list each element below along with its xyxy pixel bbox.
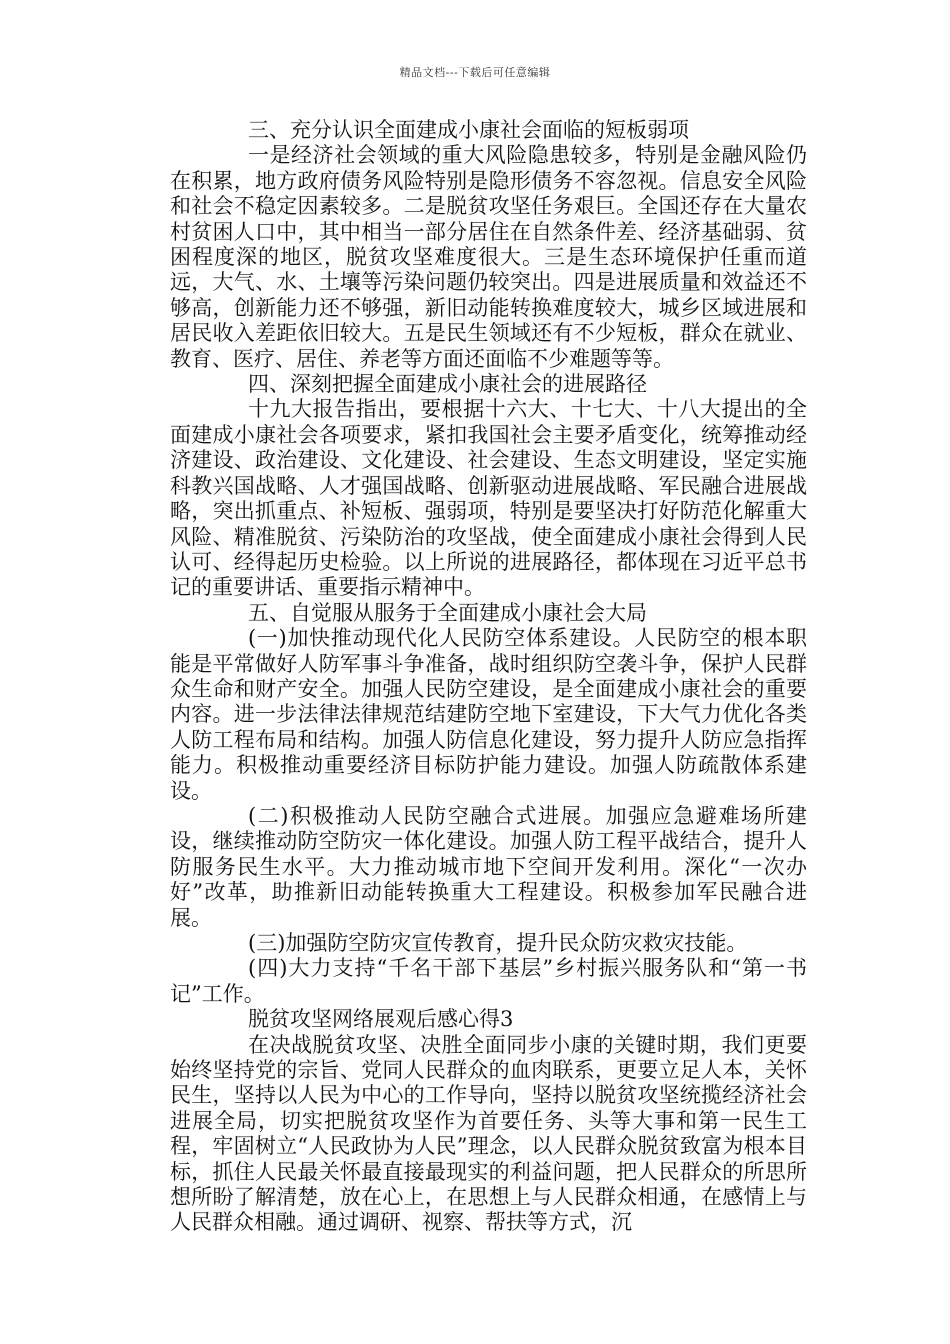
body-paragraph: (一)加快推动现代化人民防空体系建设。人民防空的根本职能是平常做好人防军事斗争准备，战时组织防空袭斗争，保护人民群众生命和财产安全。加强人民防空建设，是全面建成小康社会的重要内容。进一步法律法律规范结建防空地下室建设，下大气力优化各类人防工程布局和结构。加强人防信息化建设，努力提升人防应急指挥能力。积极推动重要经济目标防护能力建设。加强人防疏散体系建设。 (170, 626, 807, 803)
section-heading: 五、自觉服从服务于全面建成小康社会大局 (248, 600, 647, 625)
section-heading: 三、充分认识全面建成小康社会面临的短板弱项 (248, 118, 689, 142)
section-heading: 四、深刻把握全面建成小康社会的进展路径 (248, 372, 647, 397)
body-paragraph: (三)加强防空防灾宣传教育，提升民众防灾救灾技能。 (248, 931, 748, 955)
body-paragraph: 在决战脱贫攻坚、决胜全面同步小康的关键时期，我们更要始终坚持党的宗旨、党同人民群众的血肉联系，更要立足人本，关怀民生，坚持以人民为中心的工作导向，坚持以脱贫攻坚统揽经济社会进展全局，切实把脱贫攻坚作为首要任务、头等大事和第一民生工程，牢固树立“人民政协为人民”理念，以人民群众脱贫致富为根本目标，抓住人民最关怀最直接最现实的利益问题，把人民群众的所思所想所盼了解清楚，放在心上，在思想上与人民群众相通，在感情上与人民群众相融。通过调研、视察、帮扶等方式，沉 (170, 1032, 807, 1235)
body-paragraph: (四)大力支持“千名干部下基层”乡村振兴服务队和“第一书记”工作。 (170, 956, 807, 1006)
page-header: 精品文档---下载后可任意编辑 (399, 66, 551, 79)
article-title: 脱贫攻坚网络展观后感心得3 (248, 1007, 514, 1032)
body-paragraph: 十九大报告指出，要根据十六大、十七大、十八大提出的全面建成小康社会各项要求，紧扣我国社会主要矛盾变化，统筹推动经济建设、政治建设、文化建设、社会建设、生态文明建设，坚定实施科教兴国战略、人才强国战略、创新驱动进展战略、军民融合进展战略，突出抓重点、补短板、强弱项，特别是要坚决打好防范化解重大风险、精准脱贫、污染防治的攻坚战，使全面建成小康社会得到人民认可、经得起历史检验。以上所说的进展路径，都体现在习近平总书记的重要讲话、重要指示精神中。 (170, 397, 807, 600)
body-paragraph: (二)积极推动人民防空融合式进展。加强应急避难场所建设，继续推动防空防灾一体化建设。加强人防工程平战结合，提升人防服务民生水平。大力推动城市地下空间开发利用。深化“一次办好”改革，助推新旧动能转换重大工程建设。积极参加军民融合进展。 (170, 803, 807, 930)
document-body (170, 118, 807, 1236)
body-paragraph: 一是经济社会领域的重大风险隐患较多，特别是金融风险仍在积累，地方政府债务风险特别是隐形债务不容忽视。信息安全风险和社会不稳定因素较多。二是脱贫攻坚任务艰巨。全国还存在大量农村贫困人口中，其中相当一部分居住在自然条件差、经济基础弱、贫困程度深的地区，脱贫攻坚难度很大。三是生态环境保护任重而道远，大气、水、土壤等污染问题仍较突出。四是进展质量和效益还不够高，创新能力还不够强，新旧动能转换难度较大，城乡区域进展和居民收入差距依旧较大。五是民生领域还有不少短板，群众在就业、教育、医疗、居住、养老等方面还面临不少难题等等。 (170, 143, 807, 371)
